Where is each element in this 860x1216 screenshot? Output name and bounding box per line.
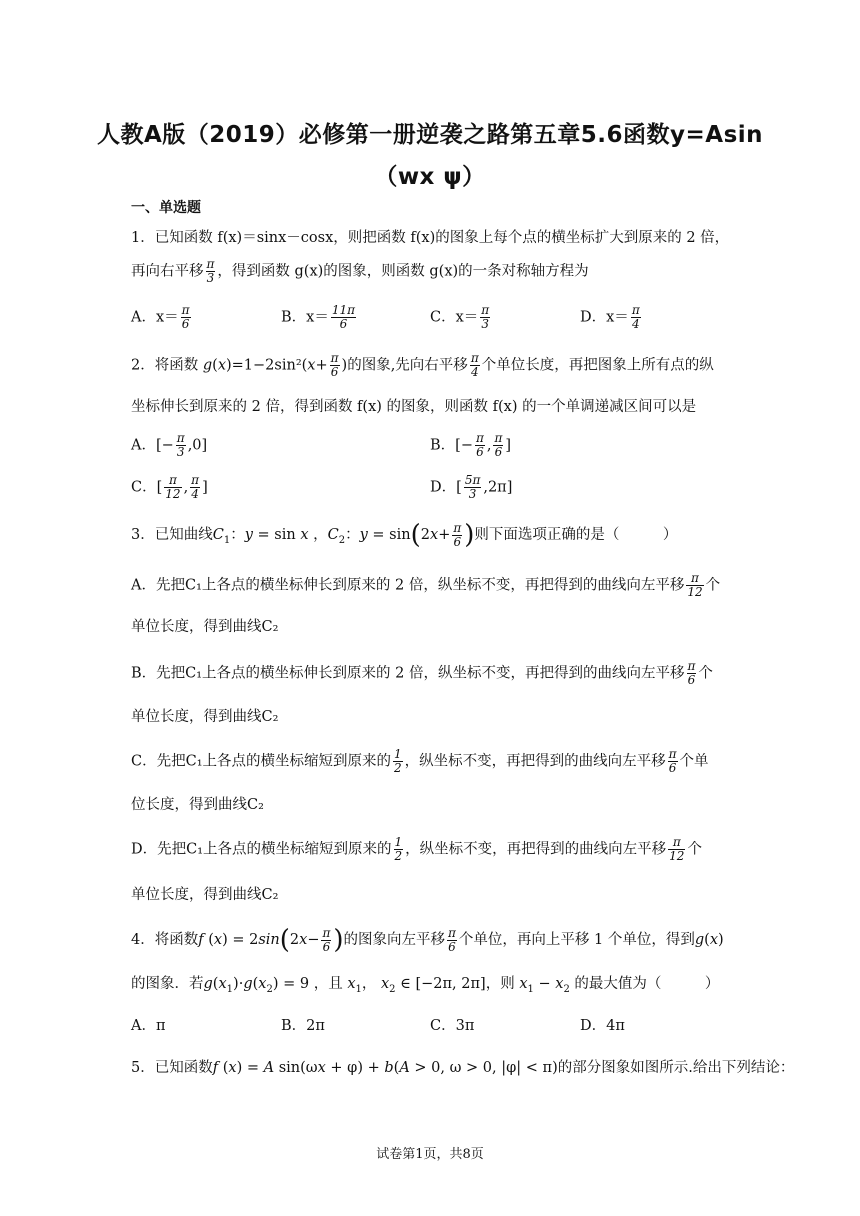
q2-option-d[interactable]: D．[ $\frac{5\pi}{3}$ ,2π] — [430, 473, 513, 501]
fraction: $\frac{\pi}{3}$ — [176, 431, 185, 459]
q3-line1-suffix: 则下面选项正确的是（ ） — [474, 527, 678, 543]
q5-line1-prefix: 5．已知函数 — [131, 1060, 213, 1076]
fraction: $\frac{\pi}{4}$ — [470, 351, 479, 379]
q2-line2: 坐标伸长到原来的 2 倍，得到函数 f(x) 的图象，则函数 f(x) 的一个单调递减区间可以是 — [131, 399, 697, 415]
q3-line1-prefix: 3．已知曲线 — [131, 527, 213, 543]
q2-line1: 2．将函数 g(x)=1−2sin²(x+ $\frac{\pi}{6}$ )的图象,先向右平移 $\frac{\pi}{4}$ 个单位长度，再把图象上所有点的纵 — [131, 351, 714, 379]
fraction: $\frac{\pi}{4}$ — [631, 303, 640, 331]
q1-option-b[interactable] — [281, 304, 358, 331]
page-footer: 试卷第1页，共8页 — [376, 1147, 484, 1162]
q1-line2-prefix: 再向右平移 — [131, 263, 204, 280]
fraction: $\frac{\pi}{6}$ — [448, 925, 456, 954]
q3-option-c-line1[interactable] — [131, 748, 709, 775]
q1-line1: 1．已知函数 f(x)＝sinx－cosx，则把函数 f(x)的图象上每个点的横坐标扩大到原来的 2 倍， — [131, 230, 730, 246]
q3-option-b-line2: 单位长度，得到曲线C₂ — [131, 709, 279, 725]
fraction: $\frac{1}{2}$ — [394, 747, 402, 775]
q2-option-a[interactable]: A．[− $\frac{\pi}{3}$ ,0] — [131, 431, 208, 459]
q2-line1-prefix: 2．将函数 — [131, 357, 199, 374]
q1-line2 — [131, 258, 589, 285]
q3-option-c-line2: 位长度，得到曲线C₂ — [131, 797, 264, 813]
option-text-tail: 个 — [687, 841, 702, 858]
q3-option-a-line1[interactable] — [131, 572, 720, 599]
section-heading: 一、单选题 — [131, 200, 201, 216]
fraction: $\frac{1}{2}$ — [394, 835, 403, 863]
option-label: B．x＝ — [281, 309, 329, 326]
fraction: $\frac{\pi}{6}$ — [322, 925, 331, 954]
q4-option-a[interactable]: A．π — [131, 1018, 166, 1034]
option-text-mid: ，纵坐标不变，再把得到的曲线向左平移 — [405, 841, 667, 858]
q4-line1-prefix: 4．将函数 — [131, 932, 199, 948]
q4-line1-mid: 的图象向左平移 — [343, 932, 446, 948]
q1-option-d[interactable] — [580, 304, 643, 331]
option-text: D．先把C₁上各点的横坐标缩短到原来的 — [131, 841, 392, 858]
fraction: $\frac{11\pi}{6}$ — [331, 303, 355, 331]
q3-option-b-line1[interactable] — [131, 660, 713, 687]
fraction: $\frac{\pi}{6}$ — [475, 431, 484, 459]
q3-line1: 3．已知曲线$C_1$：y = sin x ，$C_2$：y = sin(2x+ $\frac{\pi}{6}$ )则下面选项正确的是（ ） — [131, 520, 678, 550]
fraction: $\frac{\pi}{3}$ — [481, 303, 490, 331]
q5-line1: 5．已知函数f (x) = A sin(ωx + φ) + b(A > 0, ω > 0, |φ| < π)的部分图象如图所示.给出下列结论： — [131, 1060, 795, 1076]
q2-option-c[interactable]: C．[ $\frac{\pi}{12}$ , $\frac{\pi}{4}$ ] — [131, 473, 208, 501]
fraction: $\frac{\pi}{6}$ — [668, 747, 677, 775]
option-text: B．先把C₁上各点的横坐标伸长到原来的 2 倍，纵坐标不变，再把得到的曲线向左平移 — [131, 665, 685, 682]
q4-line2-mid: ，则 — [485, 976, 515, 992]
page-title-line2: （wx ψ） — [374, 164, 486, 190]
fraction: $\frac{\pi}{6}$ — [181, 303, 190, 331]
fraction: $\frac{\pi}{6}$ — [687, 659, 696, 687]
q2-line1-mid: 的图象,先向右平移 — [347, 357, 468, 374]
q3-option-d-line1[interactable] — [131, 836, 702, 863]
q2-line1-suffix: 个单位长度，再把图象上所有点的纵 — [481, 357, 714, 374]
q2-option-b[interactable]: B．[− $\frac{\pi}{6}$ , $\frac{\pi}{6}$ ] — [430, 431, 512, 459]
option-label: A．x＝ — [131, 309, 179, 326]
option-label: D． — [430, 479, 457, 496]
option-text-tail: 个 — [705, 577, 721, 594]
fraction: $\frac{\pi}{3}$ — [206, 257, 215, 285]
q5-line1-suffix: 的部分图象如图所示.给出下列结论： — [557, 1060, 795, 1076]
fraction: $\frac{\pi}{6}$ — [453, 520, 462, 549]
page-title-line1: 人教A版（2019）必修第一册逆袭之路第五章5.6函数y=Asin — [96, 122, 764, 148]
option-label: C．x＝ — [430, 309, 479, 326]
option-label: A． — [131, 437, 156, 454]
fraction: $\frac{\pi}{12}$ — [687, 571, 703, 599]
q4-option-b[interactable]: B．2π — [281, 1018, 325, 1034]
option-text: A．先把C₁上各点的横坐标伸长到原来的 2 倍，纵坐标不变，再把得到的曲线向左平移 — [131, 577, 685, 594]
option-text-mid: ，纵坐标不变，再把得到的曲线向左平移 — [404, 753, 666, 770]
fraction: $\frac{\pi}{4}$ — [191, 473, 200, 501]
q1-option-c[interactable] — [430, 304, 492, 331]
q4-line2-prefix: 的图象．若 — [131, 976, 204, 992]
q3-option-d-line2: 单位长度，得到曲线C₂ — [131, 887, 279, 903]
q3-option-a-line2: 单位长度，得到曲线C₂ — [131, 619, 279, 635]
q4-line1: 4．将函数f (x) = 2sin(2x− $\frac{\pi}{6}$ )的图象向左平移 $\frac{\pi}{6}$ 个单位，再向上平移 1 个单位，得到g(x) — [131, 925, 724, 955]
q1-option-a[interactable] — [131, 304, 193, 331]
q1-line2-suffix: ，得到函数 g(x)的图象，则函数 g(x)的一条对称轴方程为 — [217, 263, 589, 280]
option-text-tail: 个 — [698, 665, 713, 682]
q4-option-c[interactable]: C．3π — [430, 1018, 475, 1034]
fraction: $\frac{\pi}{12}$ — [669, 835, 685, 863]
fraction: $\frac{\pi}{12}$ — [165, 473, 181, 501]
option-label: C． — [131, 479, 157, 496]
option-label: D．x＝ — [580, 309, 629, 326]
option-label: B． — [430, 437, 456, 454]
fraction: $\frac{\pi}{6}$ — [330, 351, 339, 379]
fraction: $\frac{\pi}{6}$ — [494, 431, 503, 459]
q4-line1-suffix: 个单位，再向上平移 1 个单位，得到 — [458, 932, 695, 948]
option-text: C．先把C₁上各点的横坐标缩短到原来的 — [131, 753, 392, 770]
fraction: $\frac{5\pi}{3}$ — [464, 473, 481, 501]
option-text-tail: 个单 — [679, 753, 709, 770]
q4-line2-suffix: 的最大值为（ ） — [574, 976, 720, 992]
q4-line2: 的图象．若$g(x_1)\cdot g(x_2) = 9$ ，且 $x_1$， $x_2$ ∈ [−2π, 2π]，则 $x_1 - x_2$ 的最大值为（ ） — [131, 976, 720, 995]
q4-option-d[interactable]: D．4π — [580, 1018, 625, 1034]
